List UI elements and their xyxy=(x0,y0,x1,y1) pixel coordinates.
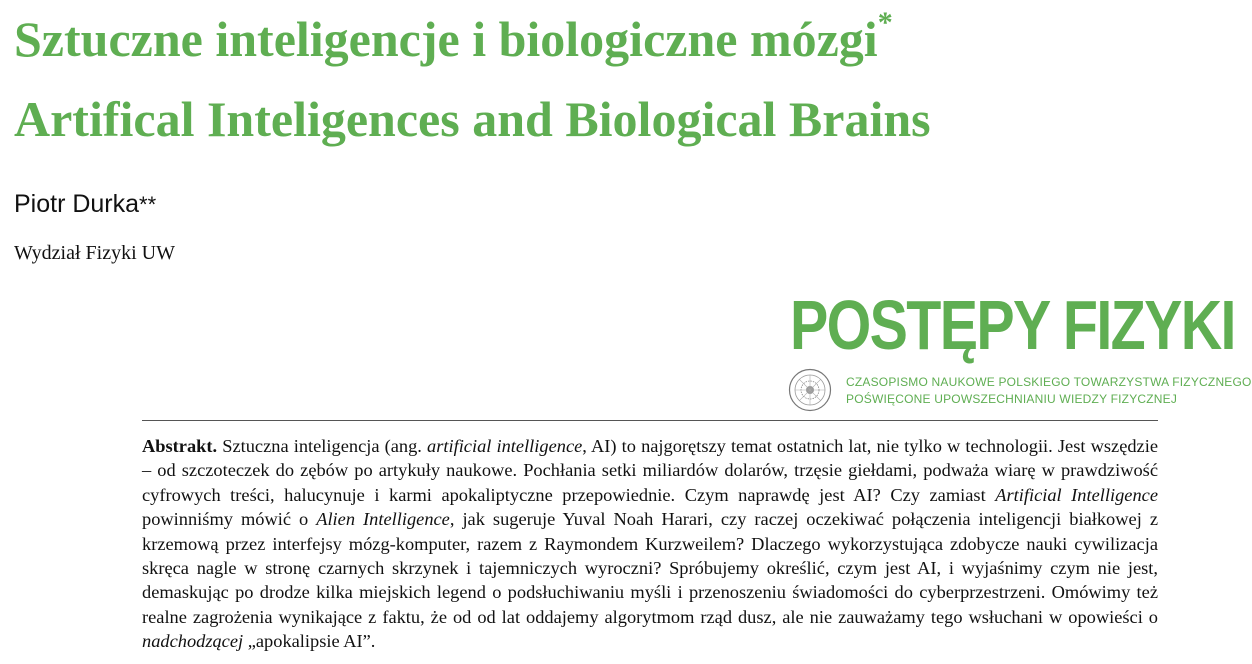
header-divider xyxy=(142,420,1158,421)
abstract xyxy=(142,434,1158,654)
title-polish-text: Sztuczne inteligencje i biologiczne mózgi xyxy=(14,11,878,67)
title-footnote-mark: * xyxy=(877,6,893,39)
abstract-text-1: Sztuczna inteligencja (ang. xyxy=(217,436,428,456)
title-english: Artifical Inteligences and Biological Brains xyxy=(14,91,931,147)
author-footnote-mark: ** xyxy=(139,192,157,217)
abstract-italic-3: Alien Intelligence xyxy=(316,509,450,530)
abstract-italic-4: nadchodzącej xyxy=(142,631,244,652)
journal-logo-title: POSTĘPY FIZYKI xyxy=(790,286,1235,364)
abstract-text-4: , jak sugeruje Yuval Noah Harari, czy raczej oczekiwać połączenia inteligencji białkowej z krzemową przez interfejsy mózg-komputer, razem z Raymondem Kurzweilem? Dlaczego wykorzystująca zdobycze nauki cywilizacja skręca nagle w stronę czarnych skrzynek i tajemniczych wyroczni? Spróbujemy określić, czym jest AI, i wyjaśnimy czym nie jest, demaskując po drodze kilka miejskich legend o podsłuchiwaniu myśli i przenoszeniu świadomości do cyberprzestrzeni. Omówimy też realne zagrożenia wynikające z faktu, że od od lat oddajemy algorytmom rząd dusz, ale nie zauważamy tego wsłuchani w opowieści o xyxy=(142,509,1158,627)
title-polish xyxy=(14,6,893,67)
abstract-italic-1: artificial intelligence xyxy=(427,436,583,456)
society-seal-icon xyxy=(788,368,832,412)
author-name: Piotr Durka xyxy=(14,190,140,218)
affiliation: Wydział Fizyki UW xyxy=(14,242,175,264)
abstract-italic-2: Artificial Intelligence xyxy=(995,484,1158,505)
abstract-text-3: powinniśmy mówić o xyxy=(142,509,317,530)
abstract-text-2: , AI) to najgorętszy temat ostatnich lat, nie tylko w technologii. Jest wszędzie – od szczoteczek do zębów po artykuły naukowe. Pochłania setki miliardów dolarów, trzęsie giełdami, podważa wiarę w prawdziwość cyfrowych treści, halucynuje i karmi apokaliptyczne przepowiednie. Czym naprawdę jest AI? Czy zamiast xyxy=(142,436,1158,505)
journal-subtitle-line2: POŚWIĘCONE UPOWSZECHNIANIU WIEDZY FIZYCZNEJ xyxy=(846,392,1178,406)
abstract-label: Abstrakt. xyxy=(142,436,218,456)
author xyxy=(14,190,156,219)
journal-subtitle-line1: CZASOPISMO NAUKOWE POLSKIEGO TOWARZYSTWA FIZYCZNEGO xyxy=(846,375,1252,389)
abstract-text-5: „apokalipsie AI”. xyxy=(243,631,376,652)
